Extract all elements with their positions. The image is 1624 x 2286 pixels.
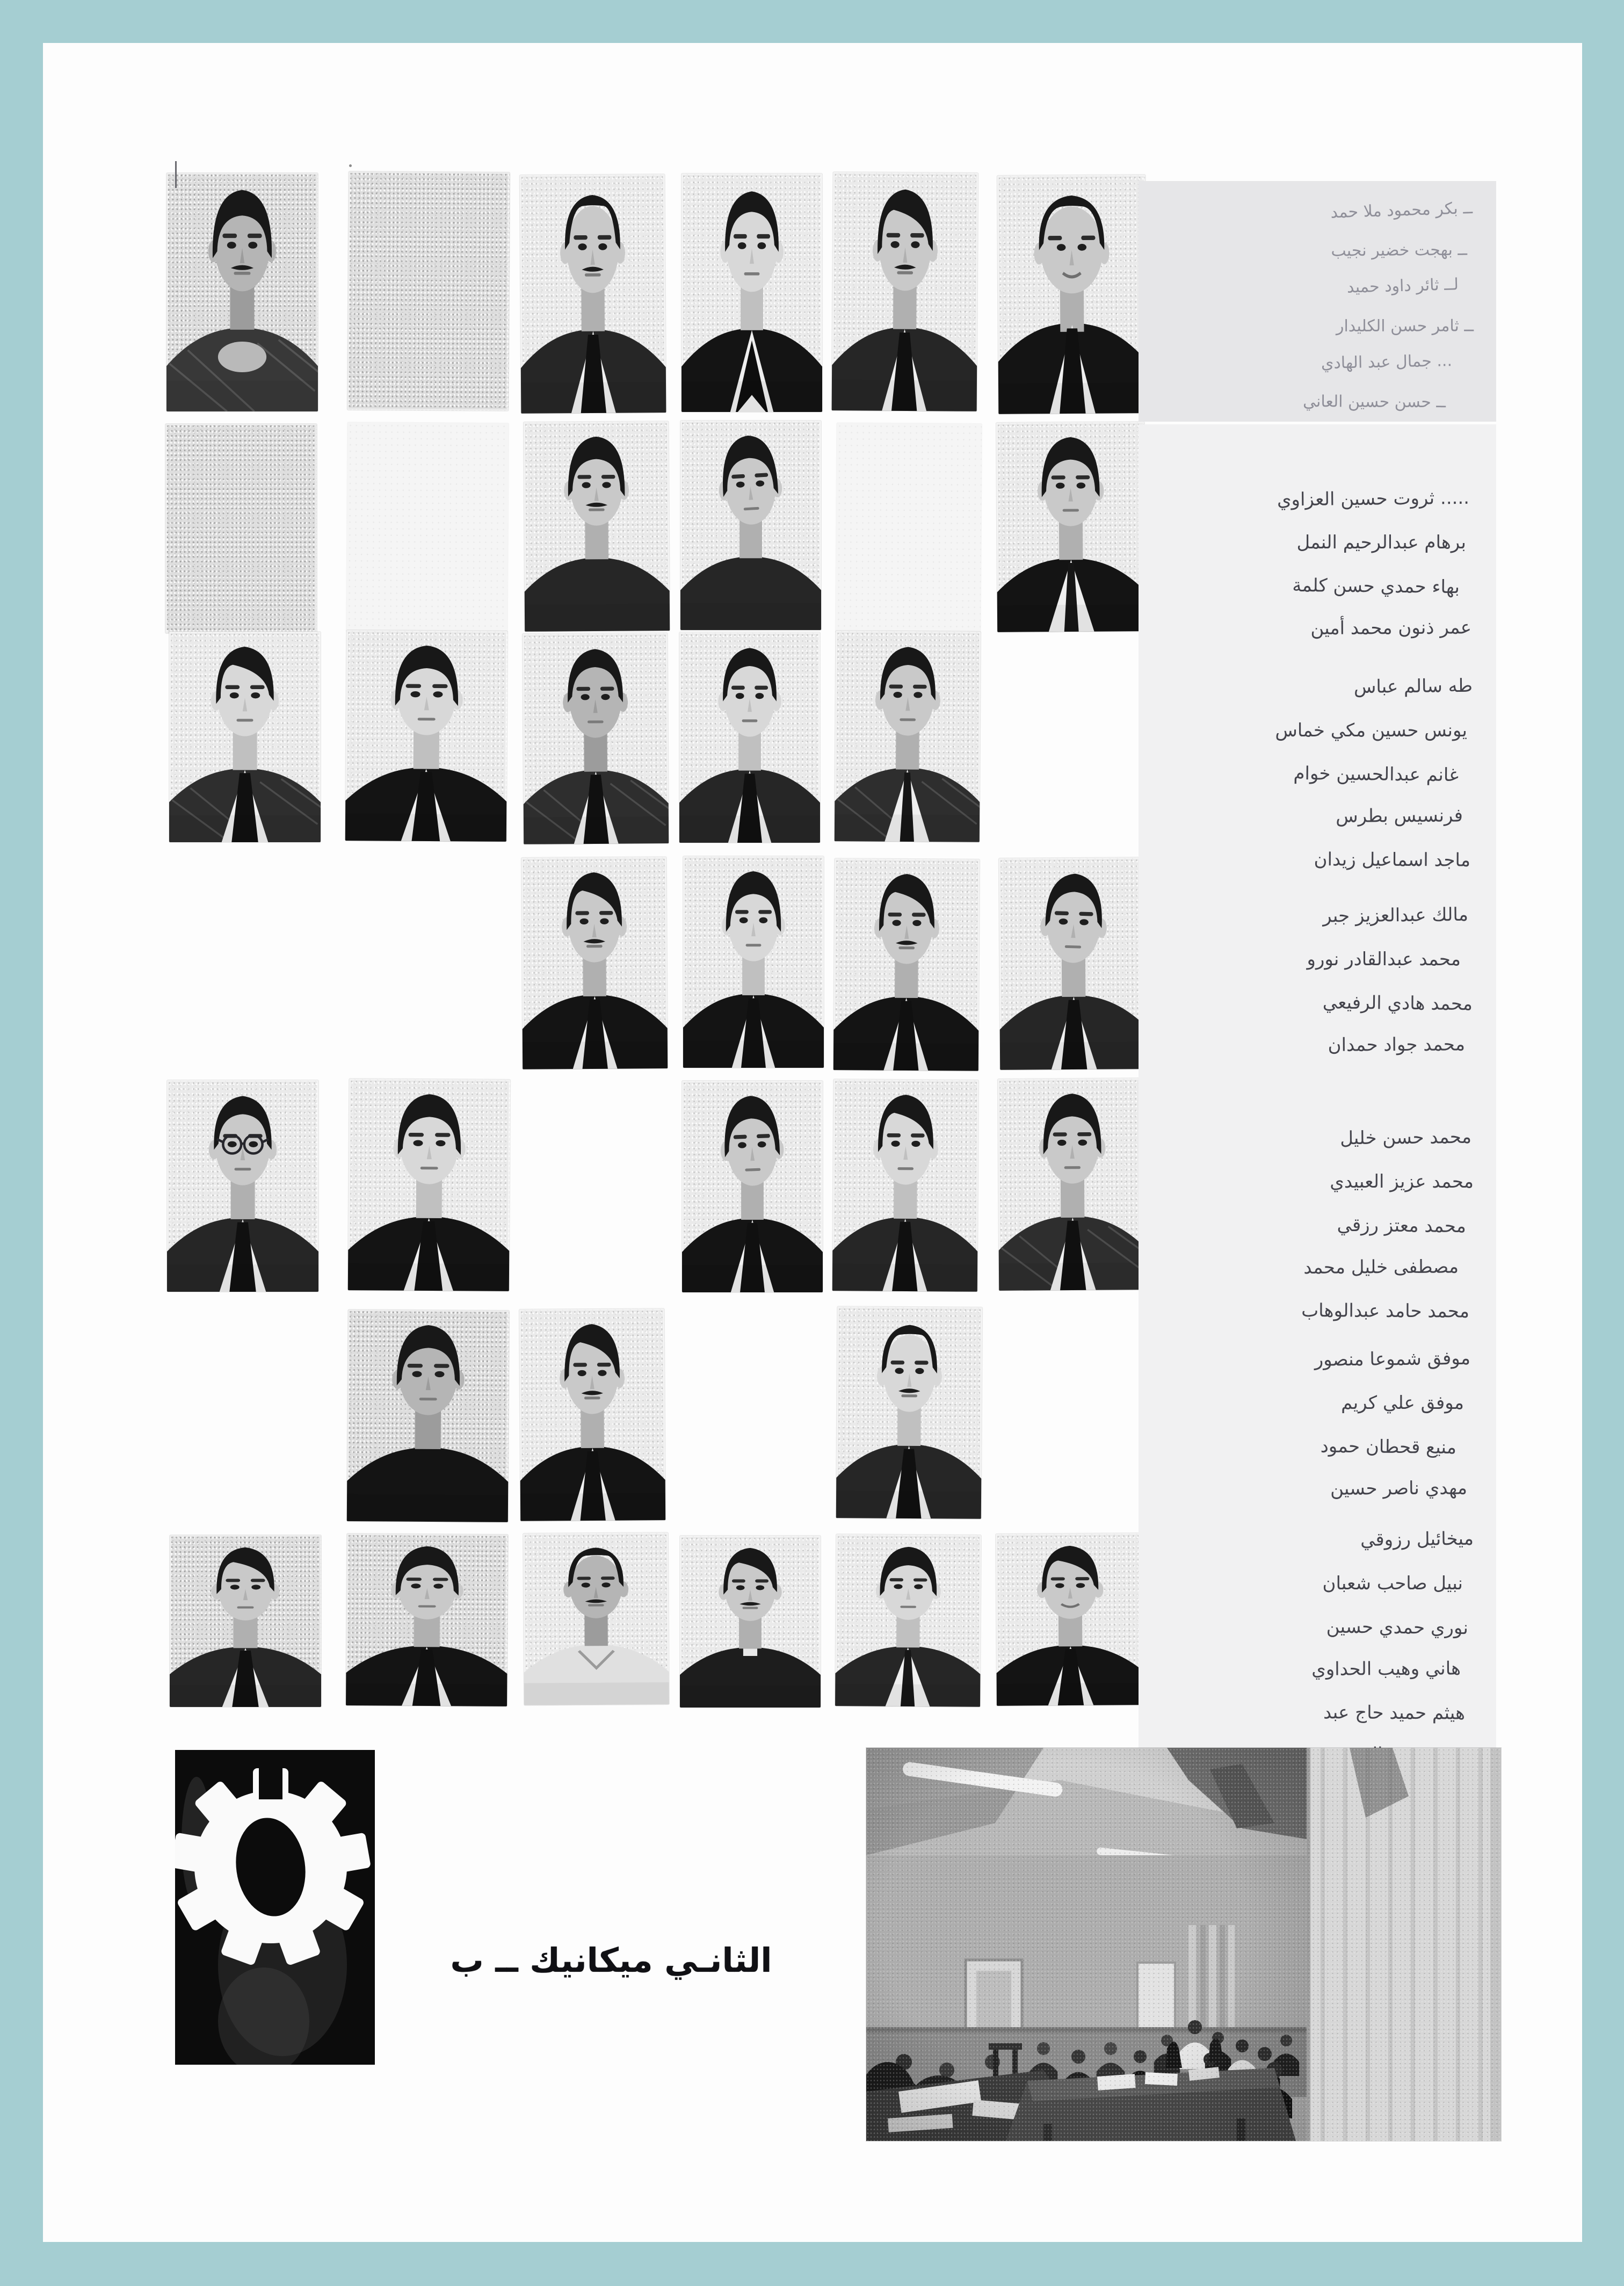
portrait-photo bbox=[998, 1078, 1147, 1291]
handwritten-name: ــ حسن حسين العاني bbox=[1302, 392, 1446, 412]
student-name: مهدي ناصر حسين bbox=[1330, 1477, 1468, 1500]
portrait-illustration bbox=[682, 173, 822, 412]
portrait-illustration bbox=[680, 421, 821, 630]
blank-photo-slot bbox=[347, 171, 510, 411]
blank-photo-slot bbox=[346, 422, 509, 633]
portrait-photo bbox=[833, 858, 980, 1071]
portrait-photo bbox=[169, 632, 321, 842]
portrait-photo bbox=[996, 1533, 1145, 1706]
portrait-illustration bbox=[523, 633, 669, 844]
portrait-photo bbox=[523, 633, 669, 844]
portrait-illustration bbox=[348, 1079, 510, 1291]
portrait-photo bbox=[682, 173, 822, 412]
portrait-photo bbox=[170, 1535, 321, 1707]
student-name: غانم عبدالحسين خوام bbox=[1293, 762, 1459, 786]
student-name: ميخائيل رزوقي bbox=[1360, 1528, 1474, 1551]
portrait-photo bbox=[348, 1079, 510, 1291]
handwritten-name: لــ ثائر داود حميد bbox=[1346, 275, 1459, 297]
portrait-illustration bbox=[835, 1534, 981, 1707]
portrait-illustration bbox=[169, 632, 321, 842]
portrait-photo bbox=[835, 631, 981, 842]
handwritten-name: ــ ثامر حسن الكليدار bbox=[1336, 316, 1474, 336]
portrait-illustration bbox=[680, 1536, 821, 1708]
portrait-illustration bbox=[683, 856, 824, 1068]
student-name: بهاء حمدي حسن كلمة bbox=[1292, 574, 1460, 598]
portrait-illustration bbox=[836, 1306, 982, 1519]
portrait-photo bbox=[524, 421, 670, 632]
portrait-illustration bbox=[170, 1535, 321, 1707]
student-name: موفق علي كريم bbox=[1341, 1392, 1464, 1414]
names-panel-top bbox=[1139, 181, 1496, 422]
portrait-illustration bbox=[346, 1533, 508, 1706]
portrait-illustration bbox=[345, 630, 508, 842]
portrait-photo bbox=[996, 422, 1146, 632]
portrait-illustration bbox=[998, 1078, 1147, 1291]
portrait-illustration bbox=[832, 172, 978, 411]
portrait-illustration bbox=[519, 1308, 665, 1521]
portrait-illustration bbox=[832, 1079, 978, 1292]
portrait-illustration bbox=[167, 1080, 318, 1292]
portrait-illustration bbox=[523, 1532, 669, 1705]
student-name: محمد معتز رزقي bbox=[1337, 1214, 1467, 1238]
names-panel-main bbox=[1139, 424, 1496, 1751]
handwritten-name: ــ بكر محمود ملا حمد bbox=[1330, 198, 1473, 222]
student-name: محمد جواد حمدان bbox=[1328, 1033, 1466, 1056]
student-name: موفق شموعا منصور bbox=[1314, 1347, 1471, 1371]
portrait-illustration bbox=[524, 421, 670, 632]
name-group bbox=[1139, 478, 1496, 650]
gear-logo-box bbox=[175, 1750, 375, 2065]
student-name: نوري حمدي حسين bbox=[1326, 1616, 1469, 1639]
portrait-photo bbox=[166, 173, 318, 411]
portrait-photo bbox=[683, 856, 824, 1068]
portrait-photo bbox=[520, 174, 666, 414]
portrait-photo bbox=[679, 632, 820, 843]
portrait-photo bbox=[519, 1308, 665, 1521]
student-name: طه سالم عباس bbox=[1353, 675, 1473, 698]
portrait-illustration bbox=[996, 1533, 1145, 1706]
student-name: محمد عبدالقادر نورو bbox=[1307, 949, 1461, 970]
student-name: مالك عبدالعزيز جبر bbox=[1322, 903, 1469, 927]
portrait-illustration bbox=[996, 422, 1146, 632]
student-name: ماجد اسماعيل زيدان bbox=[1314, 849, 1471, 871]
portrait-photo bbox=[832, 1079, 978, 1292]
portrait-photo bbox=[997, 175, 1147, 414]
portrait-photo bbox=[999, 857, 1148, 1070]
student-name: برهام عبدالرحيم النمل bbox=[1296, 532, 1466, 553]
portrait-illustration bbox=[166, 173, 318, 411]
portrait-illustration bbox=[520, 174, 666, 414]
student-name: يونس حسين مكي خماس bbox=[1275, 720, 1467, 741]
portrait-photo bbox=[346, 1533, 508, 1706]
name-group bbox=[1139, 1117, 1496, 1332]
handwritten-name: ... جمال عبد الهادي bbox=[1321, 351, 1453, 373]
portrait-illustration bbox=[679, 632, 820, 843]
student-name: منيع قحطان حمود bbox=[1320, 1435, 1457, 1459]
portrait-illustration bbox=[997, 175, 1147, 414]
student-name: محمد حسن خليل bbox=[1339, 1126, 1472, 1149]
portrait-photo bbox=[680, 1536, 821, 1708]
group-photo-illustration bbox=[866, 1748, 1501, 2141]
portrait-illustration bbox=[833, 858, 980, 1071]
portrait-photo bbox=[345, 630, 508, 842]
portrait-illustration bbox=[682, 1081, 823, 1292]
portrait-photo bbox=[167, 1080, 318, 1292]
blank-photo-slot bbox=[165, 424, 317, 633]
portrait-illustration bbox=[347, 1310, 509, 1522]
portrait-photo bbox=[836, 1306, 982, 1519]
student-name: نبيل صاحب شعبان bbox=[1322, 1573, 1463, 1594]
student-name: ..... ثروت حسين العزاوي bbox=[1277, 487, 1470, 511]
portrait-photo bbox=[832, 172, 978, 411]
portrait-photo bbox=[835, 1534, 981, 1707]
portrait-photo bbox=[682, 1081, 823, 1292]
portrait-illustration bbox=[521, 857, 668, 1069]
student-name: محمد حامد عبدالوهاب bbox=[1301, 1299, 1470, 1322]
gear-icon bbox=[175, 1750, 375, 2065]
handwritten-name: ــ بهجت خضير نجيب bbox=[1331, 240, 1468, 261]
group-photo bbox=[866, 1748, 1501, 2141]
student-name: محمد عزيز العبيدي bbox=[1330, 1171, 1474, 1192]
student-name: عمر ذنون محمد أمين bbox=[1310, 617, 1472, 639]
student-name: مصطفى خليل محمد bbox=[1303, 1256, 1459, 1278]
name-group bbox=[1139, 666, 1496, 881]
portrait-photo bbox=[680, 421, 821, 630]
portrait-illustration bbox=[999, 857, 1148, 1070]
blank-photo-slot bbox=[836, 423, 982, 633]
portrait-photo bbox=[521, 857, 668, 1069]
portrait-photo bbox=[523, 1532, 669, 1705]
portrait-photo bbox=[347, 1310, 509, 1522]
ink-speck bbox=[175, 161, 177, 188]
name-group bbox=[1139, 895, 1496, 1067]
student-name: هيثم حميد حاج عبد bbox=[1323, 1702, 1466, 1724]
student-name: محمد هادي الرفيعي bbox=[1322, 992, 1473, 1015]
name-group bbox=[1139, 1339, 1496, 1510]
student-name: فرنسيس بطرس bbox=[1336, 805, 1463, 827]
class-caption: الثانـي ميكانيك ــ ب bbox=[450, 1941, 772, 1980]
name-group bbox=[1139, 1519, 1496, 1777]
ink-speck bbox=[349, 164, 352, 167]
portrait-illustration bbox=[835, 631, 981, 842]
student-name: هاني وهيب الحداوي bbox=[1311, 1658, 1461, 1680]
